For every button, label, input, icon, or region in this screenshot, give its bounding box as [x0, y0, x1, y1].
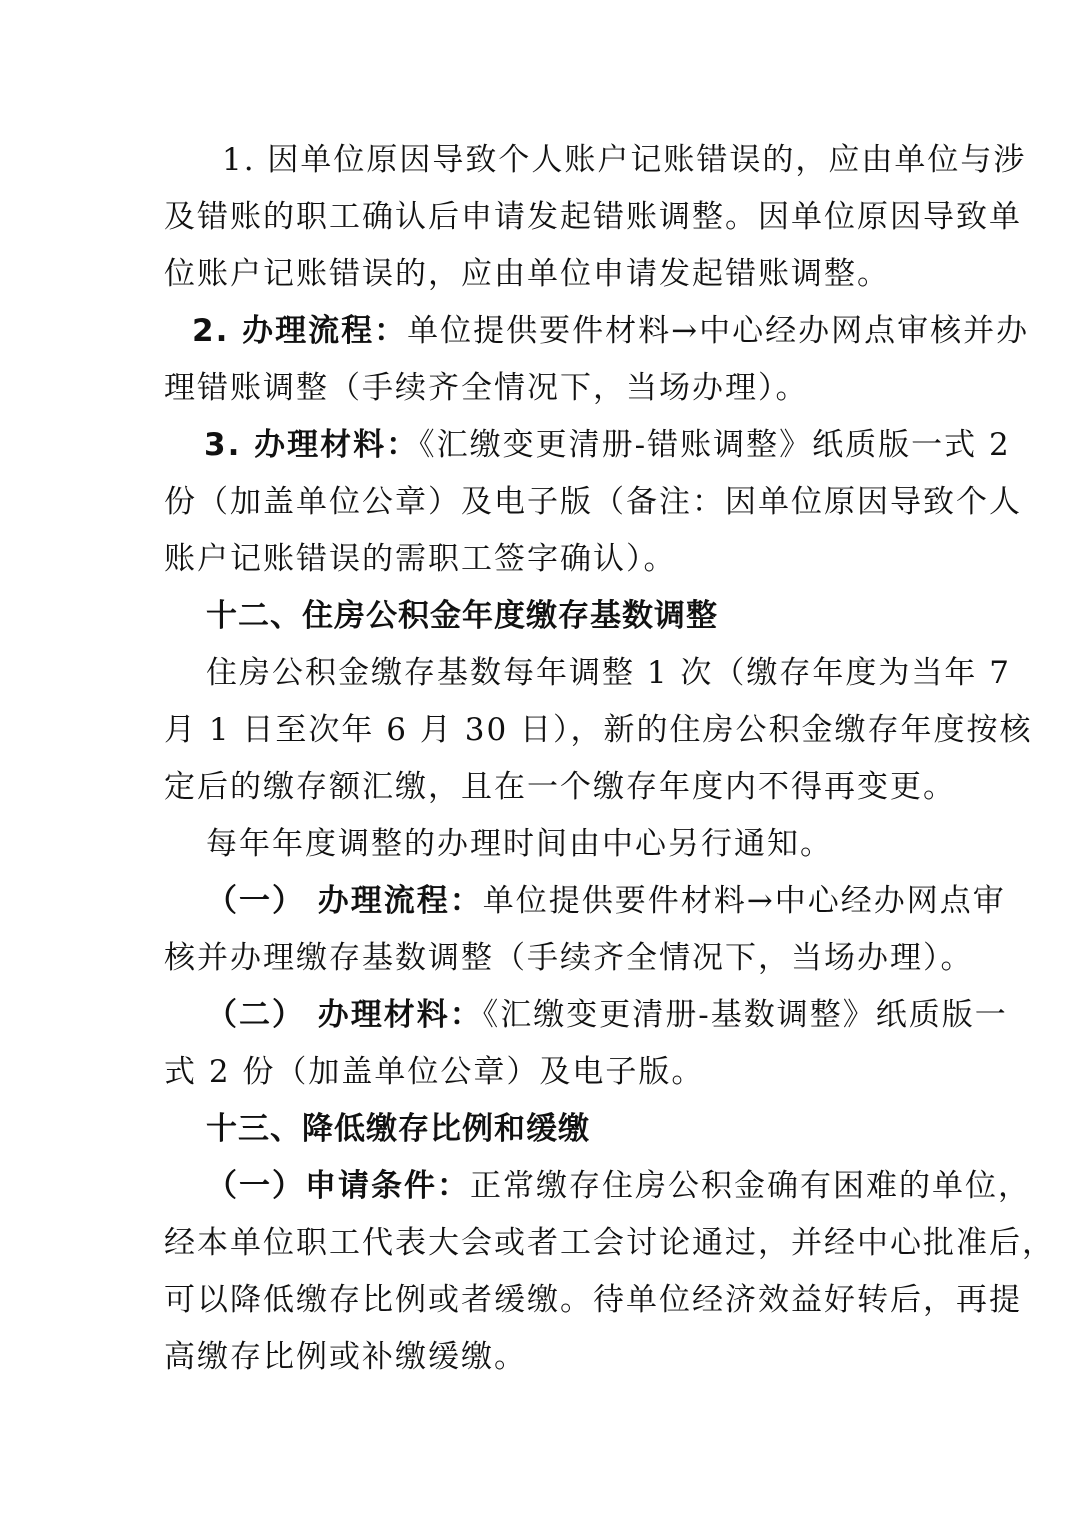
paragraph-line: [192, 311, 1030, 351]
paragraph-text: 经本单位职工代表大会或者工会讨论通过，并经中心批准后，: [164, 1225, 1055, 1261]
paragraph-line: [164, 710, 1033, 750]
paragraph-line: [164, 1337, 924, 1377]
item-label: 2. 办理流程：: [192, 313, 408, 349]
paragraph-line: [206, 881, 1006, 921]
paragraph-line: [164, 539, 924, 579]
item-label: （二） 办理材料：: [206, 997, 483, 1033]
paragraph-line: [206, 995, 1008, 1035]
paragraph-text: 单位提供要件材料→中心经办网点审: [482, 883, 1006, 919]
paragraph-text: 位账户记账错误的，应由单位申请发起错账调整。: [164, 256, 890, 292]
paragraph-text: 可以降低缴存比例或者缓缴。待单位经济效益好转后，再提: [164, 1282, 1022, 1318]
paragraph-text: 高缴存比例或补缴缓缴。: [164, 1339, 527, 1375]
paragraph-text: 1. 因单位原因导致个人账户记账错误的，应由单位与涉: [222, 142, 1027, 178]
paragraph-text: 《汇缴变更清册-基数调整》纸质版一: [482, 997, 1008, 1033]
paragraph-line: [206, 824, 966, 864]
paragraph-text: 式 2 份（加盖单位公章）及电子版。: [164, 1054, 705, 1090]
paragraph-line: [164, 368, 924, 408]
paragraph-line: [164, 482, 1022, 522]
paragraph-line: [222, 140, 1027, 180]
paragraph-line: [206, 1166, 1031, 1206]
paragraph-text: 账户记账错误的需职工签字确认）。: [164, 541, 677, 577]
item-label: （一） 办理流程：: [206, 883, 483, 919]
section-heading: 十二、住房公积金年度缴存基数调整: [206, 598, 718, 634]
paragraph-line: [164, 1052, 924, 1092]
section-heading: 十三、降低缴存比例和缓缴: [206, 1111, 590, 1147]
paragraph-text: 住房公积金缴存基数每年调整 1 次（缴存年度为当年 7: [206, 655, 1012, 691]
paragraph-text: 理错账调整（手续齐全情况下，当场办理）。: [164, 370, 809, 406]
paragraph-line: [164, 938, 974, 978]
paragraph-text: 每年年度调整的办理时间由中心另行通知。: [206, 826, 833, 862]
paragraph-text: 份（加盖单位公章）及电子版（备注：因单位原因导致个人: [164, 484, 1022, 520]
paragraph-text: 正常缴存住房公积金确有困难的单位，: [470, 1168, 1031, 1204]
paragraph-text: 《汇缴变更清册-错账调整》纸质版一式 2: [419, 427, 1011, 463]
paragraph-text: 定后的缴存额汇缴，且在一个缴存年度内不得再变更。: [164, 769, 956, 805]
item-label: （一）申请条件：: [206, 1168, 470, 1204]
paragraph-text: 及错账的职工确认后申请发起错账调整。因单位原因导致单: [164, 199, 1022, 235]
paragraph-line: [204, 425, 1011, 465]
paragraph-text: 核并办理缴存基数调整（手续齐全情况下，当场办理）。: [164, 940, 974, 976]
paragraph-text: 单位提供要件材料→中心经办网点审核并办: [407, 313, 1030, 349]
paragraph-text: 月 1 日至次年 6 月 30 日），新的住房公积金缴存年度按核: [164, 712, 1033, 748]
paragraph-line: [164, 254, 924, 294]
paragraph-line: [164, 767, 956, 807]
paragraph-line: [164, 197, 1022, 237]
paragraph-line: [206, 653, 1012, 693]
paragraph-line: [164, 1280, 1022, 1320]
paragraph-line: [164, 1223, 1055, 1263]
item-label: 3. 办理材料：: [204, 427, 420, 463]
